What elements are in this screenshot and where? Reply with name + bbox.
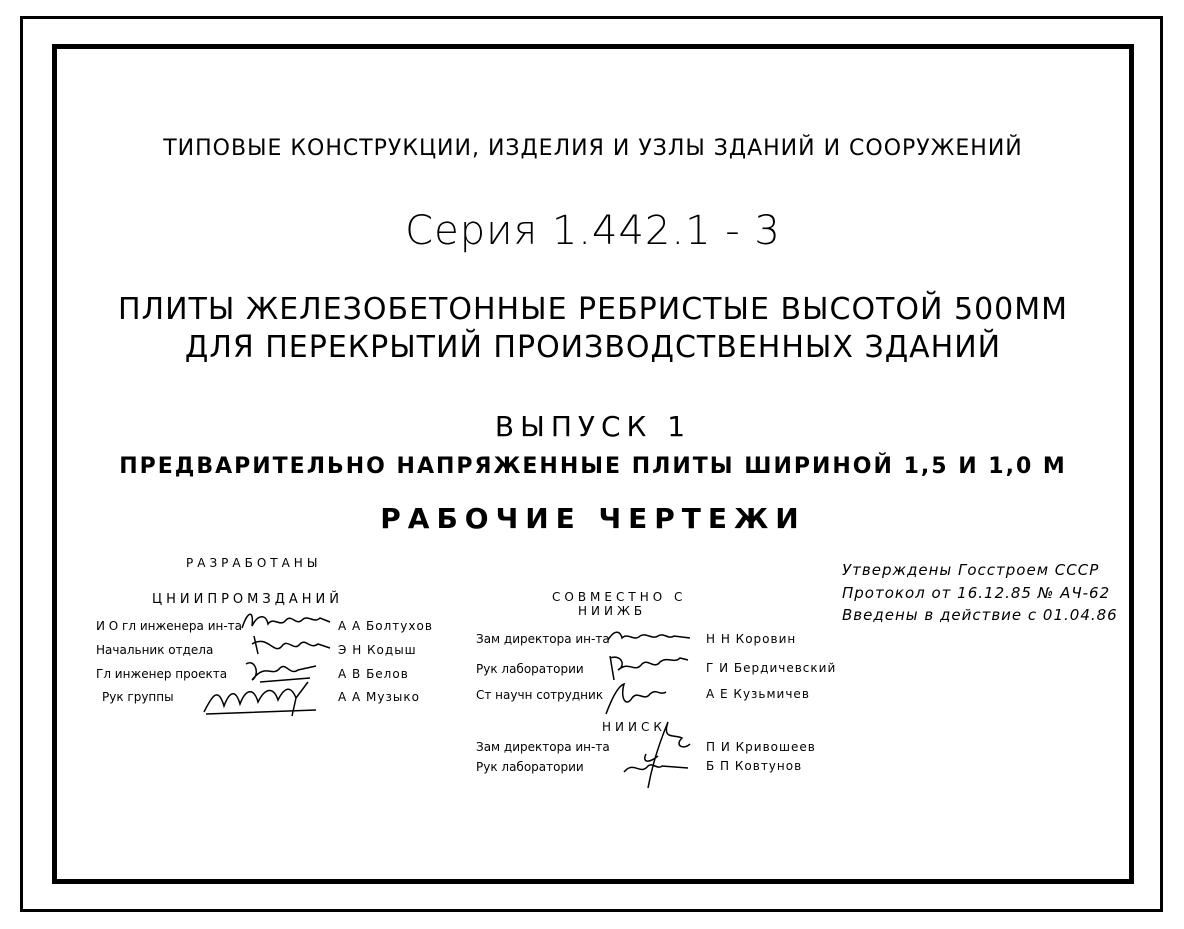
approval-line-1: Утверждены Госстроем СССР <box>842 561 1100 579</box>
title-line-1: ПЛИТЫ ЖЕЛЕЗОБЕТОННЫЕ РЕБРИСТЫЕ ВЫСОТОЙ 500ММ <box>117 292 1069 327</box>
signature-kuzmichev <box>600 678 670 718</box>
jointly-name-1: Н Н Коровин <box>706 632 797 646</box>
jointly-role-5: Рук лаборатории <box>476 760 584 774</box>
jointly-name-5: Б П Ковтунов <box>706 759 803 773</box>
developed-name-1: А А Болтухов <box>338 619 433 633</box>
work-type: РАБОЧИЕ ЧЕРТЕЖИ <box>380 502 806 535</box>
developed-org: ЦНИИПРОМЗДАНИЙ <box>152 592 343 607</box>
jointly-name-2: Г И Бердичевский <box>706 661 837 675</box>
developed-heading: РАЗРАБОТАНЫ <box>186 556 322 570</box>
issue-number: ВЫПУСК 1 <box>494 410 692 443</box>
jointly-name-4: П И Кривошеев <box>706 740 816 754</box>
series-number: Серия 1.442.1 - 3 <box>405 208 781 254</box>
jointly-heading-1: СОВМЕСТНО С <box>552 590 687 604</box>
jointly-org-2: НИИСК <box>602 720 666 734</box>
header-text: ТИПОВЫЕ КОНСТРУКЦИИ, ИЗДЕЛИЯ И УЗЛЫ ЗДАНИЙ И СООРУЖЕНИЙ <box>163 136 1023 161</box>
signature-krivosheev <box>618 716 692 792</box>
developed-name-2: Э Н Кодыш <box>338 643 417 657</box>
developed-name-4: А А Музыко <box>338 690 420 704</box>
developed-role-1: И О гл инженера ин-та <box>96 619 243 633</box>
signature-korovin <box>604 626 694 646</box>
approval-line-2: Протокол от 16.12.85 № АЧ-62 <box>842 584 1111 602</box>
signature-boltukhov <box>238 608 334 634</box>
jointly-heading-2: НИИЖБ <box>578 604 647 618</box>
developed-role-4: Рук группы <box>102 690 174 704</box>
title-line-2: ДЛЯ ПЕРЕКРЫТИЙ ПРОИЗВОДСТВЕННЫХ ЗДАНИЙ <box>184 330 1002 365</box>
jointly-role-3: Ст научн сотрудник <box>476 688 604 702</box>
developed-role-2: Начальник отдела <box>96 643 214 657</box>
jointly-role-4: Зам директора ин-та <box>476 740 610 754</box>
jointly-role-1: Зам директора ин-та <box>476 632 610 646</box>
signature-kodysh <box>248 632 334 658</box>
developed-role-3: Гл инженер проекта <box>96 667 228 681</box>
jointly-role-2: Рук лаборатории <box>476 662 584 676</box>
developed-name-3: А В Белов <box>338 667 409 681</box>
signature-muzyko <box>196 676 326 720</box>
jointly-name-3: А Е Кузьмичев <box>706 687 810 701</box>
issue-subtitle: ПРЕДВАРИТЕЛЬНО НАПРЯЖЕННЫЕ ПЛИТЫ ШИРИНОЙ 1,5 И 1,0 М <box>119 454 1067 479</box>
approval-line-3: Введены в действие с 01.04.86 <box>842 606 1118 624</box>
